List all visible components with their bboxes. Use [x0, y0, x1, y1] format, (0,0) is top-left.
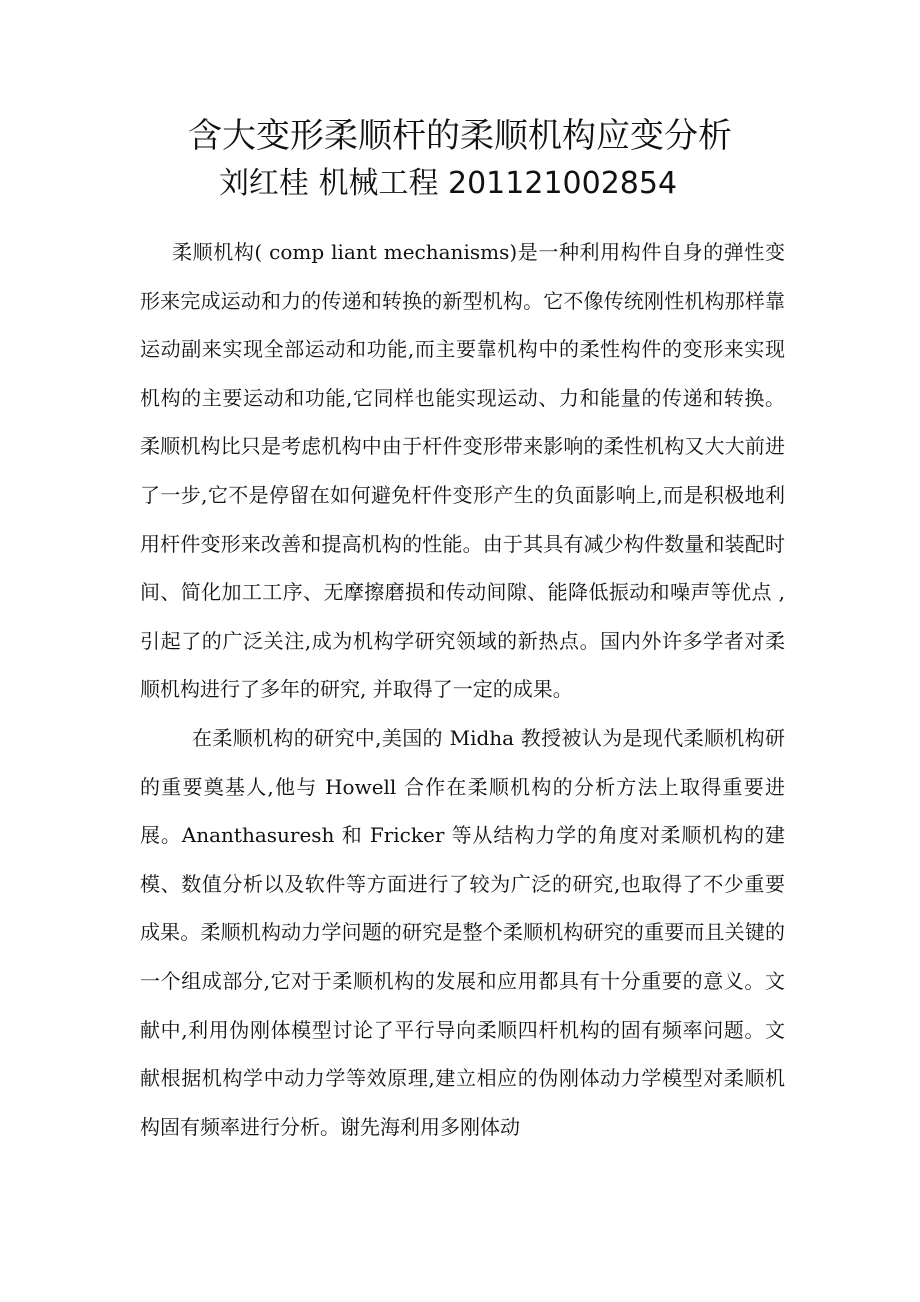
title-block — [0, 112, 920, 208]
author-line: 刘红桂 机械工程 201121002854 — [218, 166, 678, 201]
body-paragraph: 柔顺机构( comp liant mechanisms)是一种利用构件自身的弹性变形来完成运动和力的传递和转换的新型机构。它不像传统刚性机构那样靠运动副来实现全部运动和功能,而主要靠机构中的柔性构件的变形来实现机构的主要运动和功能,它同样也能实现运动、力和能量的传递和转换。柔顺机构比只是考虑机构中由于杆件变形带来影响的柔性机构又大大前进了一步,它不是停留在如何避免杆件变形产生的负面影响上,而是积极地利用杆件变形来改善和提高机构的性能。由于其具有减少构件数量和装配时间、简化加工工序、无摩擦磨损和传动间隙、能降低振动和噪声等优点 ,引起了的广泛关注,成为机构学研究领域的新热点。国内外许多学者对柔顺机构进行了多年的研究, 并取得了一定的成果。 — [140, 240, 785, 702]
document-title: 含大变形柔顺杆的柔顺机构应变分析 — [188, 116, 732, 156]
body-paragraph: 在柔顺机构的研究中,美国的 Midha 教授被认为是现代柔顺机构研的重要奠基人,他与 Howell 合作在柔顺机构的分析方法上取得重要进展。Ananthasuresh 和 Fricker 等从结构力学的角度对柔顺机构的建模、数值分析以及软件等方面进行了较为广泛的研究,也取得了不少重要成果。柔顺机构动力学问题的研究是整个柔顺机构研究的重要而且关键的一个组成部分,它对于柔顺机构的发展和应用都具有十分重要的意义。文献中,利用伪刚体模型讨论了平行导向柔顺四杆机构的固有频率问题。文献根据机构学中动力学等效原理,建立相应的伪刚体动力学模型对柔顺机构固有频率进行分析。谢先海利用多刚体动 — [140, 725, 785, 1139]
document-body — [140, 228, 785, 1151]
